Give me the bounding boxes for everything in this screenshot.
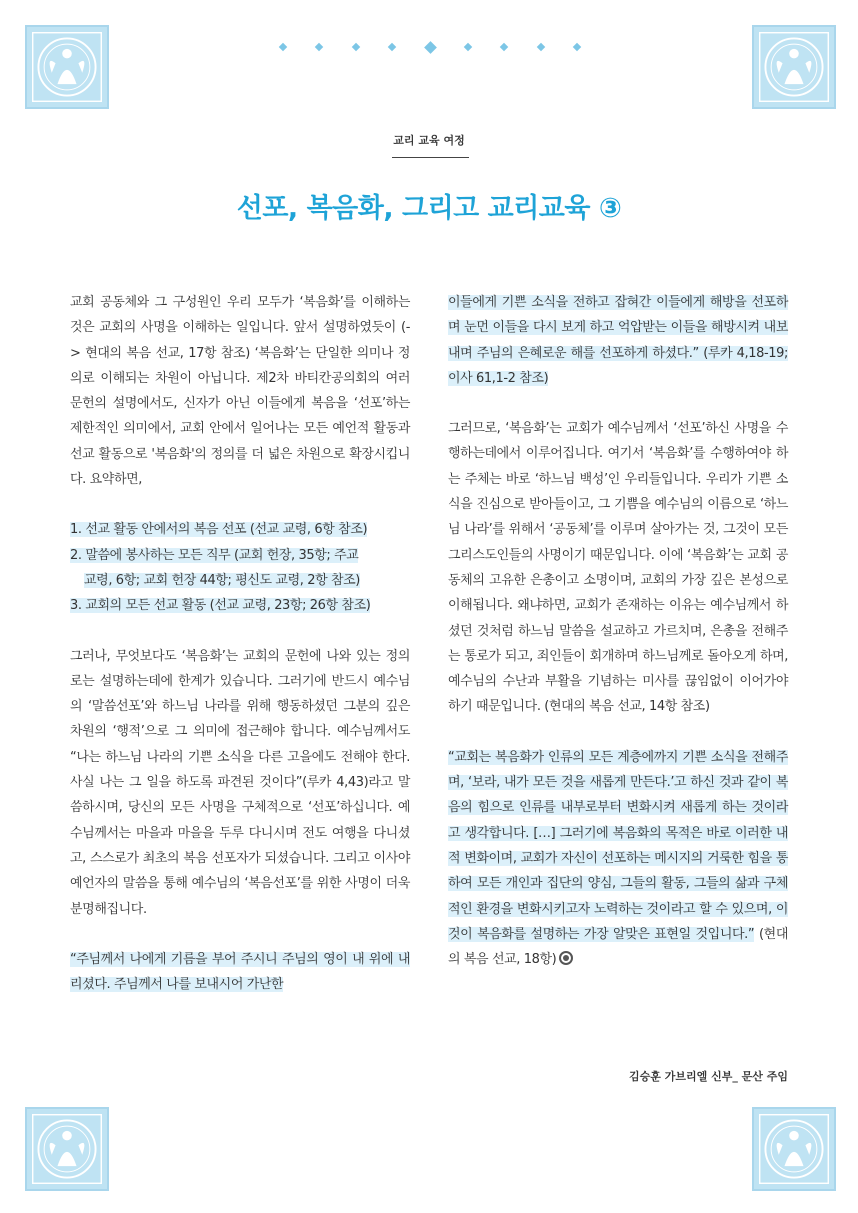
angel-ornament-icon	[752, 1107, 836, 1191]
diamond-dot-icon	[464, 43, 472, 51]
diamond-dot-icon	[424, 41, 437, 54]
diamond-dot-icon	[352, 43, 360, 51]
body-paragraph: 그러나, 무엇보다도 ‘복음화’는 교회의 문헌에 나와 있는 정의로는 설명하는데에 한계가 있습니다. 그러기에 반드시 예수님의 ‘말씀선포’와 하느님 나라를 위해 행동하셨던 그분의 깊은 차원의 ‘행적’으로 그 의미에 접근해야 합니다. 예수님께서도 “나는 하느님 나라의 기쁜 소식을 다른 고을에도 전해야 한다. 사실 나는 그 일을 하도록 파견된 것이다”(루카 4,43)라고 말씀하시며, 당신의 모든 사명을 구체적으로 ‘선포’하십니다. 예수님께서는 마을과 마을을 두루 다니시며 전도 여행을 다니셨고, 스스로가 최초의 복음 선포자가 되셨습니다. 그리고 이사야 예언자의 말씀을 통해 예수님의 ‘복음선포’를 위한 사명이 더욱 분명해집니다.	[70, 648, 410, 917]
right-column	[448, 290, 788, 997]
intro-paragraph: 교회 공동체와 그 구성원인 우리 모두가 ‘복음화’를 이해하는 것은 교회의 사명을 이해하는 일입니다. 앞서 설명하였듯이 (-> 현대의 복음 선교, 17항 참조) ‘복음화’는 단일한 의미나 정의로 이해되는 차원이 아닙니다. 제2차 바티칸공의회의 여러 문헌의 설명에서도, 신자가 아닌 이들에게 복음을 ‘선포’하는 제한적인 의미에서, 교회 안에서 일어나는 모든 예언적 활동과 선교 활동으로 '복음화'의 정의를 더 넓은 차원으로 확장시킵니다. 요약하면,	[70, 295, 410, 488]
page-title: 선포, 복음화, 그리고 교리교육 ③	[236, 193, 622, 224]
diamond-dot-icon	[536, 43, 544, 51]
angel-ornament-icon	[25, 25, 109, 109]
end-seal-icon	[559, 951, 573, 965]
list-item: 3. 교회의 모든 선교 활동 (선교 교령, 23항; 26항 참조)	[70, 598, 371, 614]
diamond-dot-icon	[279, 43, 287, 51]
list-item: 2. 말씀에 봉사하는 모든 직무 (교회 헌장, 35항; 주교	[70, 547, 359, 563]
diamond-dot-icon	[315, 43, 323, 51]
section-rule	[392, 157, 469, 158]
diamond-dot-icon	[500, 43, 508, 51]
scripture-quote-start: “주님께서 나에게 기름을 부어 주시니 주님의 영이 내 위에 내리셨다. 주님께서 나를 보내시어 가난한	[70, 951, 410, 993]
section-label: 교리 교육 여정	[393, 134, 465, 147]
document-quote: “교회는 복음화가 인류의 모든 계층에까지 기쁜 소식을 전해주며, ‘보라, 내가 모든 것을 새롭게 만든다.’고 하신 것과 같이 복음의 힘으로 인류를 내부로부터 변화시켜 새롭게 하는 것이라고 생각합니다. […] 그러기에 복음화의 목적은 바로 이러한 내적 변화이며, 교회가 자신이 선포하는 메시지의 거룩한 힘을 통하여 모든 개인과 집단의 양심, 그들의 활동, 그들의 삶과 구체적인 환경을 변화시키고자 노력하는 것이라고 할 수 있으며, 이것이 복음화를 설명하는 가장 알맞은 표현일 것입니다.” (현대의 복음 선교, 18항)	[448, 749, 788, 968]
angel-ornament-icon	[25, 1107, 109, 1191]
diamond-dot-icon	[573, 43, 581, 51]
list-item: 1. 선교 활동 안에서의 복음 선포 (선교 교령, 6항 참조)	[70, 522, 368, 538]
diamond-dot-icon	[388, 43, 396, 51]
reference-list	[70, 517, 410, 618]
author-byline: 김승훈 가브리엘 신부_ 문산 주임	[629, 1070, 788, 1083]
angel-ornament-icon	[752, 25, 836, 109]
left-column	[70, 290, 410, 1022]
body-paragraph: 그러므로, ‘복음화’는 교회가 예수님께서 ‘선포’하신 사명을 수행하는데에서 이루어집니다. 여기서 ‘복음화’를 수행하여야 하는 주체는 바로 ‘하느님 백성’인 우리들입니다. 우리가 기쁜 소식을 진심으로 받아들이고, 그 기쁨을 예수님의 이름으로 ‘하느님 나라’를 위해서 ‘공동체’를 이루며 살아가는 것, 그것이 모든 그리스도인들의 사명이기 때문입니다. 이에 ‘복음화’는 교회 공동체의 고유한 은총이고 소명이며, 교회의 가장 깊은 본성으로 이해됩니다. 왜냐하면, 교회가 존재하는 이유는 예수님께서 하셨던 것처럼 하느님 말씀을 설교하고 가르치며, 은총을 전해주는 통로가 되고, 죄인들이 회개하며 하느님께로 돌아오게 하며, 예수님의 수난과 부활을 기념하는 미사를 끊임없이 이어가야 하기 때문입니다. (현대의 복음 선교, 14항 참조)	[448, 421, 788, 715]
list-item: 교령, 6항; 교회 헌장 44항; 평신도 교령, 2항 참조)	[84, 572, 360, 588]
quote-citation: (현대의 복음 선교, 18항)	[448, 926, 788, 968]
diamond-divider-icon	[280, 40, 580, 54]
scripture-quote-end: 이들에게 기쁜 소식을 전하고 잡혀간 이들에게 해방을 선포하며 눈먼 이들을 다시 보게 하고 억압받는 이들을 해방시켜 내보내며 주님의 은혜로운 해를 선포하게 하셨다.” (루카 4,18-19; 이사 61,1-2 참조)	[448, 295, 788, 386]
